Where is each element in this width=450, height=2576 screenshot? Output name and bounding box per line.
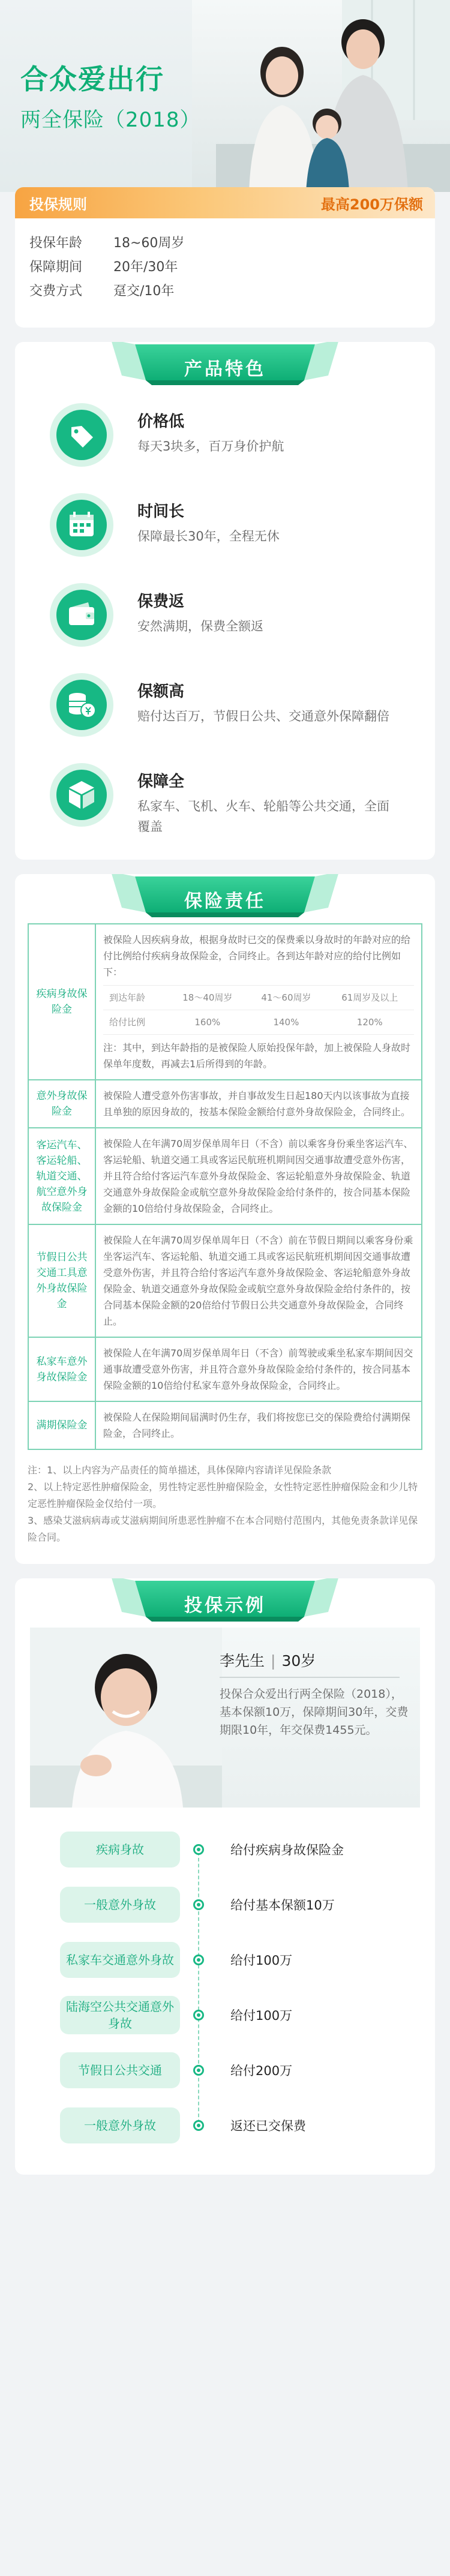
feature-title: 保额高 — [137, 683, 185, 701]
payout-text: 给付基本保额10万 — [230, 1898, 335, 1913]
note-line: 2、以上特定恶性肿瘤保险金，男性特定恶性肿瘤保险金，女性特定恶性肿瘤保险金和少儿特定恶性肿瘤保险金仅给付一项。 — [28, 1481, 418, 1509]
ratio-cell: 160% — [168, 1010, 247, 1035]
feature-text — [115, 672, 397, 738]
section-title: 保险责任 — [184, 891, 266, 912]
liability-name: 私家车意外身故保险金 — [28, 1337, 95, 1401]
disclaimer-notes — [28, 1462, 422, 1546]
flow-dot-icon — [193, 2120, 204, 2131]
feature-item — [15, 481, 435, 571]
age-cell: 61周岁及以上 — [325, 986, 414, 1010]
section-title: 产品特色 — [184, 359, 266, 380]
example-profile — [30, 1628, 420, 1808]
payout-ratio-table — [103, 985, 414, 1035]
payout-text: 给付100万 — [230, 1953, 293, 1968]
rule-row — [29, 256, 435, 280]
case-pill: 一般意外身故 — [60, 1887, 180, 1923]
rules-card — [15, 187, 435, 328]
section-header — [15, 342, 435, 385]
max-coverage-label: 最高200万保额 — [320, 196, 423, 213]
section-title: 投保示例 — [184, 1595, 266, 1616]
calendar-icon — [49, 492, 115, 558]
liability-desc: 被保险人在年满70周岁保单周年日（不含）前以乘客身份乘坐客运汽车、客运轮船、轨道交通工具或客运民航班机期间因交通事故遭受意外伤害，并且符合给付客运汽车意外身故保险金、客运轮船意外身故保险金、轨道交通意外身故保险金或航空意外身故保险金给付条件的，按合同基本保险金额的10倍给付身故保险金，合同终止。 — [95, 1128, 422, 1224]
table-row — [28, 1080, 422, 1128]
feature-desc: 每天3块多，百万身价护航 — [137, 439, 284, 454]
feature-desc: 赔付达百万，节假日公共、交通意外保障翻倍 — [137, 709, 389, 723]
feature-text — [115, 402, 397, 468]
feature-title: 保障全 — [137, 773, 185, 791]
feature-title: 保费返 — [137, 593, 185, 611]
ratio-cell: 140% — [247, 1010, 325, 1035]
ratio-header: 给付比例 — [103, 1010, 168, 1035]
features-card — [15, 342, 435, 860]
flow-dot-icon — [193, 2010, 204, 2020]
rules-list — [15, 218, 435, 304]
payout-age-row — [103, 986, 414, 1010]
divider — [220, 1677, 400, 1678]
man-photo — [30, 1628, 222, 1808]
section-header — [15, 1578, 435, 1622]
age-cell: 18～40周岁 — [168, 986, 247, 1010]
liability-desc: 被保险人在年满70周岁保单周年日（不含）前驾驶或乘坐私家车期间因交通事故遭受意外伤害，并且符合意外身故保险金给付条件的，按合同基本保险金额的10倍给付私家车意外身故保险金，合同终止。 — [95, 1337, 422, 1401]
example-desc: 投保合众爱出行两全保险（2018），基本保额10万，保障期间30年，交费期限10年，年交保费1455元。 — [220, 1688, 409, 1737]
liability-name: 满期保险金 — [28, 1401, 95, 1449]
flow-item — [30, 1877, 420, 1932]
liability-desc: 被保险人因疾病身故，根据身故时已交的保费乘以身故时的年龄对应的给付比例给付疾病身故保险金，合同终止。各到达年龄对应的给付比例如下： — [103, 934, 411, 978]
section-header — [15, 874, 435, 917]
example-person — [220, 1649, 410, 1671]
feature-item — [15, 571, 435, 661]
flow-dot-icon — [193, 1954, 204, 1965]
coins-icon — [49, 672, 115, 738]
example-card — [15, 1578, 435, 2175]
liability-card — [15, 874, 435, 1564]
feature-desc: 私家车、飞机、火车、轮船等公共交通，全面覆盖 — [137, 799, 389, 834]
flow-item — [30, 2098, 420, 2153]
case-pill: 节假日公共交通 — [60, 2052, 180, 2088]
box-icon — [49, 762, 115, 828]
feature-text — [115, 582, 397, 648]
feature-item — [15, 391, 435, 481]
liability-desc-cell — [95, 924, 422, 1080]
example-flow — [30, 1822, 420, 2153]
feature-text — [115, 492, 397, 558]
rule-key: 投保年龄 — [29, 236, 83, 251]
wallet-icon — [49, 582, 115, 648]
payout-text: 给付200万 — [230, 2064, 293, 2078]
table-row — [28, 1128, 422, 1224]
case-pill: 陆海空公共交通意外身故 — [60, 1996, 180, 2034]
payout-ratio-row — [103, 1010, 414, 1035]
product-title: 合众爱出行 — [20, 63, 164, 95]
tag-icon — [49, 402, 115, 468]
payout-text: 给付100万 — [230, 2008, 293, 2023]
hero-title-group — [20, 58, 201, 133]
flow-dot-icon — [193, 2065, 204, 2076]
payout-text: 给付疾病身故保险金 — [230, 1843, 344, 1857]
liability-name: 客运汽车、客运轮船、轨道交通、航空意外身故保险金 — [28, 1128, 95, 1224]
flow-dot-icon — [193, 1844, 204, 1855]
flow-item — [30, 1822, 420, 1877]
age-cell: 41～60周岁 — [247, 986, 325, 1010]
table-row — [28, 924, 422, 1080]
case-pill: 一般意外身故 — [60, 2107, 180, 2143]
liability-desc: 被保险人遭受意外伤害事故，并自事故发生日起180天内以该事故为直接且单独的原因身故的，按基本保险金额给付意外身故保险金，合同终止。 — [95, 1080, 422, 1128]
rule-key: 保障期间 — [29, 260, 83, 275]
note-line: 注：1、以上内容为产品责任的简单描述，具体保障内容请详见保险条款 — [28, 1464, 332, 1476]
liability-name: 疾病身故保险金 — [28, 924, 95, 1080]
flow-item — [30, 1987, 420, 2043]
table-row — [28, 1224, 422, 1337]
person-name: 李先生 — [220, 1652, 265, 1670]
liability-table — [28, 923, 422, 1450]
age-header: 到达年龄 — [103, 986, 168, 1010]
table-row — [28, 1401, 422, 1449]
liability-desc: 被保险人在保险期间届满时仍生存，我们将按您已交的保险费给付满期保险金，合同终止。 — [95, 1401, 422, 1449]
payout-text: 返还已交保费 — [230, 2119, 306, 2133]
table-row — [28, 1337, 422, 1401]
feature-desc: 安然满期，保费全额返 — [137, 619, 263, 634]
liability-name: 意外身故保险金 — [28, 1080, 95, 1128]
rules-bar — [15, 187, 435, 218]
person-age: 30岁 — [281, 1652, 316, 1670]
rule-value: 20年/30年 — [113, 260, 178, 275]
case-pill: 疾病身故 — [60, 1832, 180, 1868]
rules-label: 投保规则 — [29, 196, 87, 213]
feature-item — [15, 661, 435, 751]
note-line: 3、感染艾滋病病毒或艾滋病期间所患恶性肿瘤不在本合同赔付范围内，其他免责条款详见保险合同。 — [28, 1515, 418, 1543]
feature-item — [15, 751, 435, 850]
name-separator: | — [271, 1652, 276, 1670]
rule-row — [29, 232, 435, 256]
liability-note: 注：其中，到达年龄指的是被保险人原始投保年龄，加上被保险人身故时保单年度数，再减去1后所得到的年龄。 — [103, 1042, 411, 1070]
flow-dot-icon — [193, 1899, 204, 1910]
feature-text — [115, 762, 397, 837]
hero-banner — [0, 0, 450, 192]
feature-desc: 保障最长30年，全程无休 — [137, 529, 280, 544]
rule-key: 交费方式 — [29, 284, 83, 299]
case-pill: 私家车交通意外身故 — [60, 1942, 180, 1978]
family-photo — [192, 0, 450, 192]
flow-item — [30, 2043, 420, 2098]
rule-value: 18~60周岁 — [113, 236, 185, 251]
rule-row — [29, 280, 435, 304]
feature-title: 价格低 — [137, 413, 185, 431]
ratio-cell: 120% — [325, 1010, 414, 1035]
product-subtitle: 两全保险（2018） — [20, 108, 201, 132]
rule-value: 趸交/10年 — [113, 284, 175, 299]
example-text — [220, 1649, 410, 1739]
liability-desc: 被保险人在年满70周岁保单周年日（不含）前在节假日期间以乘客身份乘坐客运汽车、客运轮船、轨道交通工具或客运民航班机期间因交通事故遭受意外伤害，并且符合给付客运汽车意外身故保险金、客运轮船意外身故保险金、轨道交通意外身故保险金或航空意外身故保险金给付条件的，按合同基本保险金额的20倍给付节假日公共交通意外身故保险金，合同终止。 — [95, 1224, 422, 1337]
feature-title: 时间长 — [137, 503, 185, 521]
liability-name: 节假日公共交通工具意外身故保险金 — [28, 1224, 95, 1337]
flow-item — [30, 1932, 420, 1987]
